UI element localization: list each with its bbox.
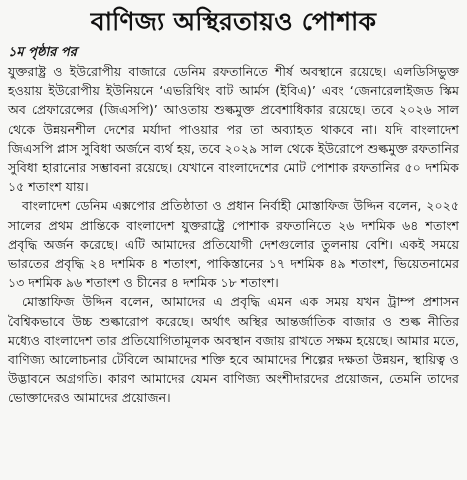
headline: বাণিজ্য অস্থিরতায়ও পোশাক (90, 7, 377, 36)
paragraph-3: মোস্তাফিজ উদ্দিন বলেন, আমাদের এ প্রবৃদ্ধি এমন এক সময় যখন ট্রাম্প প্রশাসন বৈশ্বিকভাবে উচ্চ শুল্কারোপ করেছে। অর্থাৎ অস্থির আন্তর্জাতিক বাজার ও শুল্ক নীতির মধ্যেও বাংলাদেশ তার প্রতিযোগিতামূলক অবস্থান বজায় রাখতে সক্ষম হয়েছে। আমার মতে, বাণিজ্য আলোচনার টেবিলে আমাদের শক্তি হবে আমাদের শিল্পের দক্ষতা উন্নয়ন, স্থায়িত্ব ও উদ্ভাবনে অগ্রগতি। কারণ আমাদের যেমন বাণিজ্য অংশীদারদের প্রয়োজন, তেমনি তাদের ভোক্তাদেরও আমাদের প্রয়োজন। (8, 294, 459, 406)
paragraph-2: বাংলাদেশ ডেনিম এক্সপোর প্রতিষ্ঠাতা ও প্রধান নির্বাহী মোস্তাফিজ উদ্দিন বলেন, ২০২৫ সালের প্রথম প্রান্তিকে বাংলাদেশ যুক্তরাষ্ট্রে পোশাক রফতানিতে ২৬ দশমিক ৬৪ শতাংশ প্রবৃদ্ধি অর্জন করেছে। এটি আমাদের প্রতিযোগী দেশগুলোর তুলনায় বেশি। একই সময়ে ভারতের প্রবৃদ্ধি ২৪ দশমিক ৪ শতাংশ, পাকিস্তানের ১৭ দশমিক ৪৯ শতাংশ, ভিয়েতনামের ১৩ দশমিক ৯৬ শতাংশ ও চীনের ৪ দশমিক ১৮ শতাংশ। (8, 198, 459, 291)
paragraph-1: যুক্তরাষ্ট্র ও ইউরোপীয় বাজারে ডেনিম রফতানিতে শীর্ষ অবস্থানে রয়েছে। এলডিসিভুক্ত হওয়ায় ইউরোপীয় ইউনিয়নে ‘এভরিথিং বাট আর্মস (ইবিএ)’ এবং ‘জেনারেলাইজড স্কিম অব প্রেফারেন্সের (জিএসপি)’ আওতায় শুল্কমুক্ত প্রবেশাধিকার রয়েছে। তবে ২০২৬ সাল থেকে উন্নয়নশীল দেশের মর্যাদা পাওয়ার পর তা অব্যাহত থাকবে না। যদি বাংলাদেশ জিএসপি প্লাস সুবিধা অর্জনে ব্যর্থ হয়, তবে ২০২৯ সাল থেকে ইউরোপে শুল্কমুক্ত রফতানির সুবিধা হারানোর সম্ভাবনা রয়েছে। যেখানে বাংলাদেশের মোট পোশাক রফতানির ৫০ দশমিক ১৫ শতাংশ যায়। (8, 64, 459, 195)
continued-from-label: ১ম পৃষ্ঠার পর (8, 45, 77, 60)
